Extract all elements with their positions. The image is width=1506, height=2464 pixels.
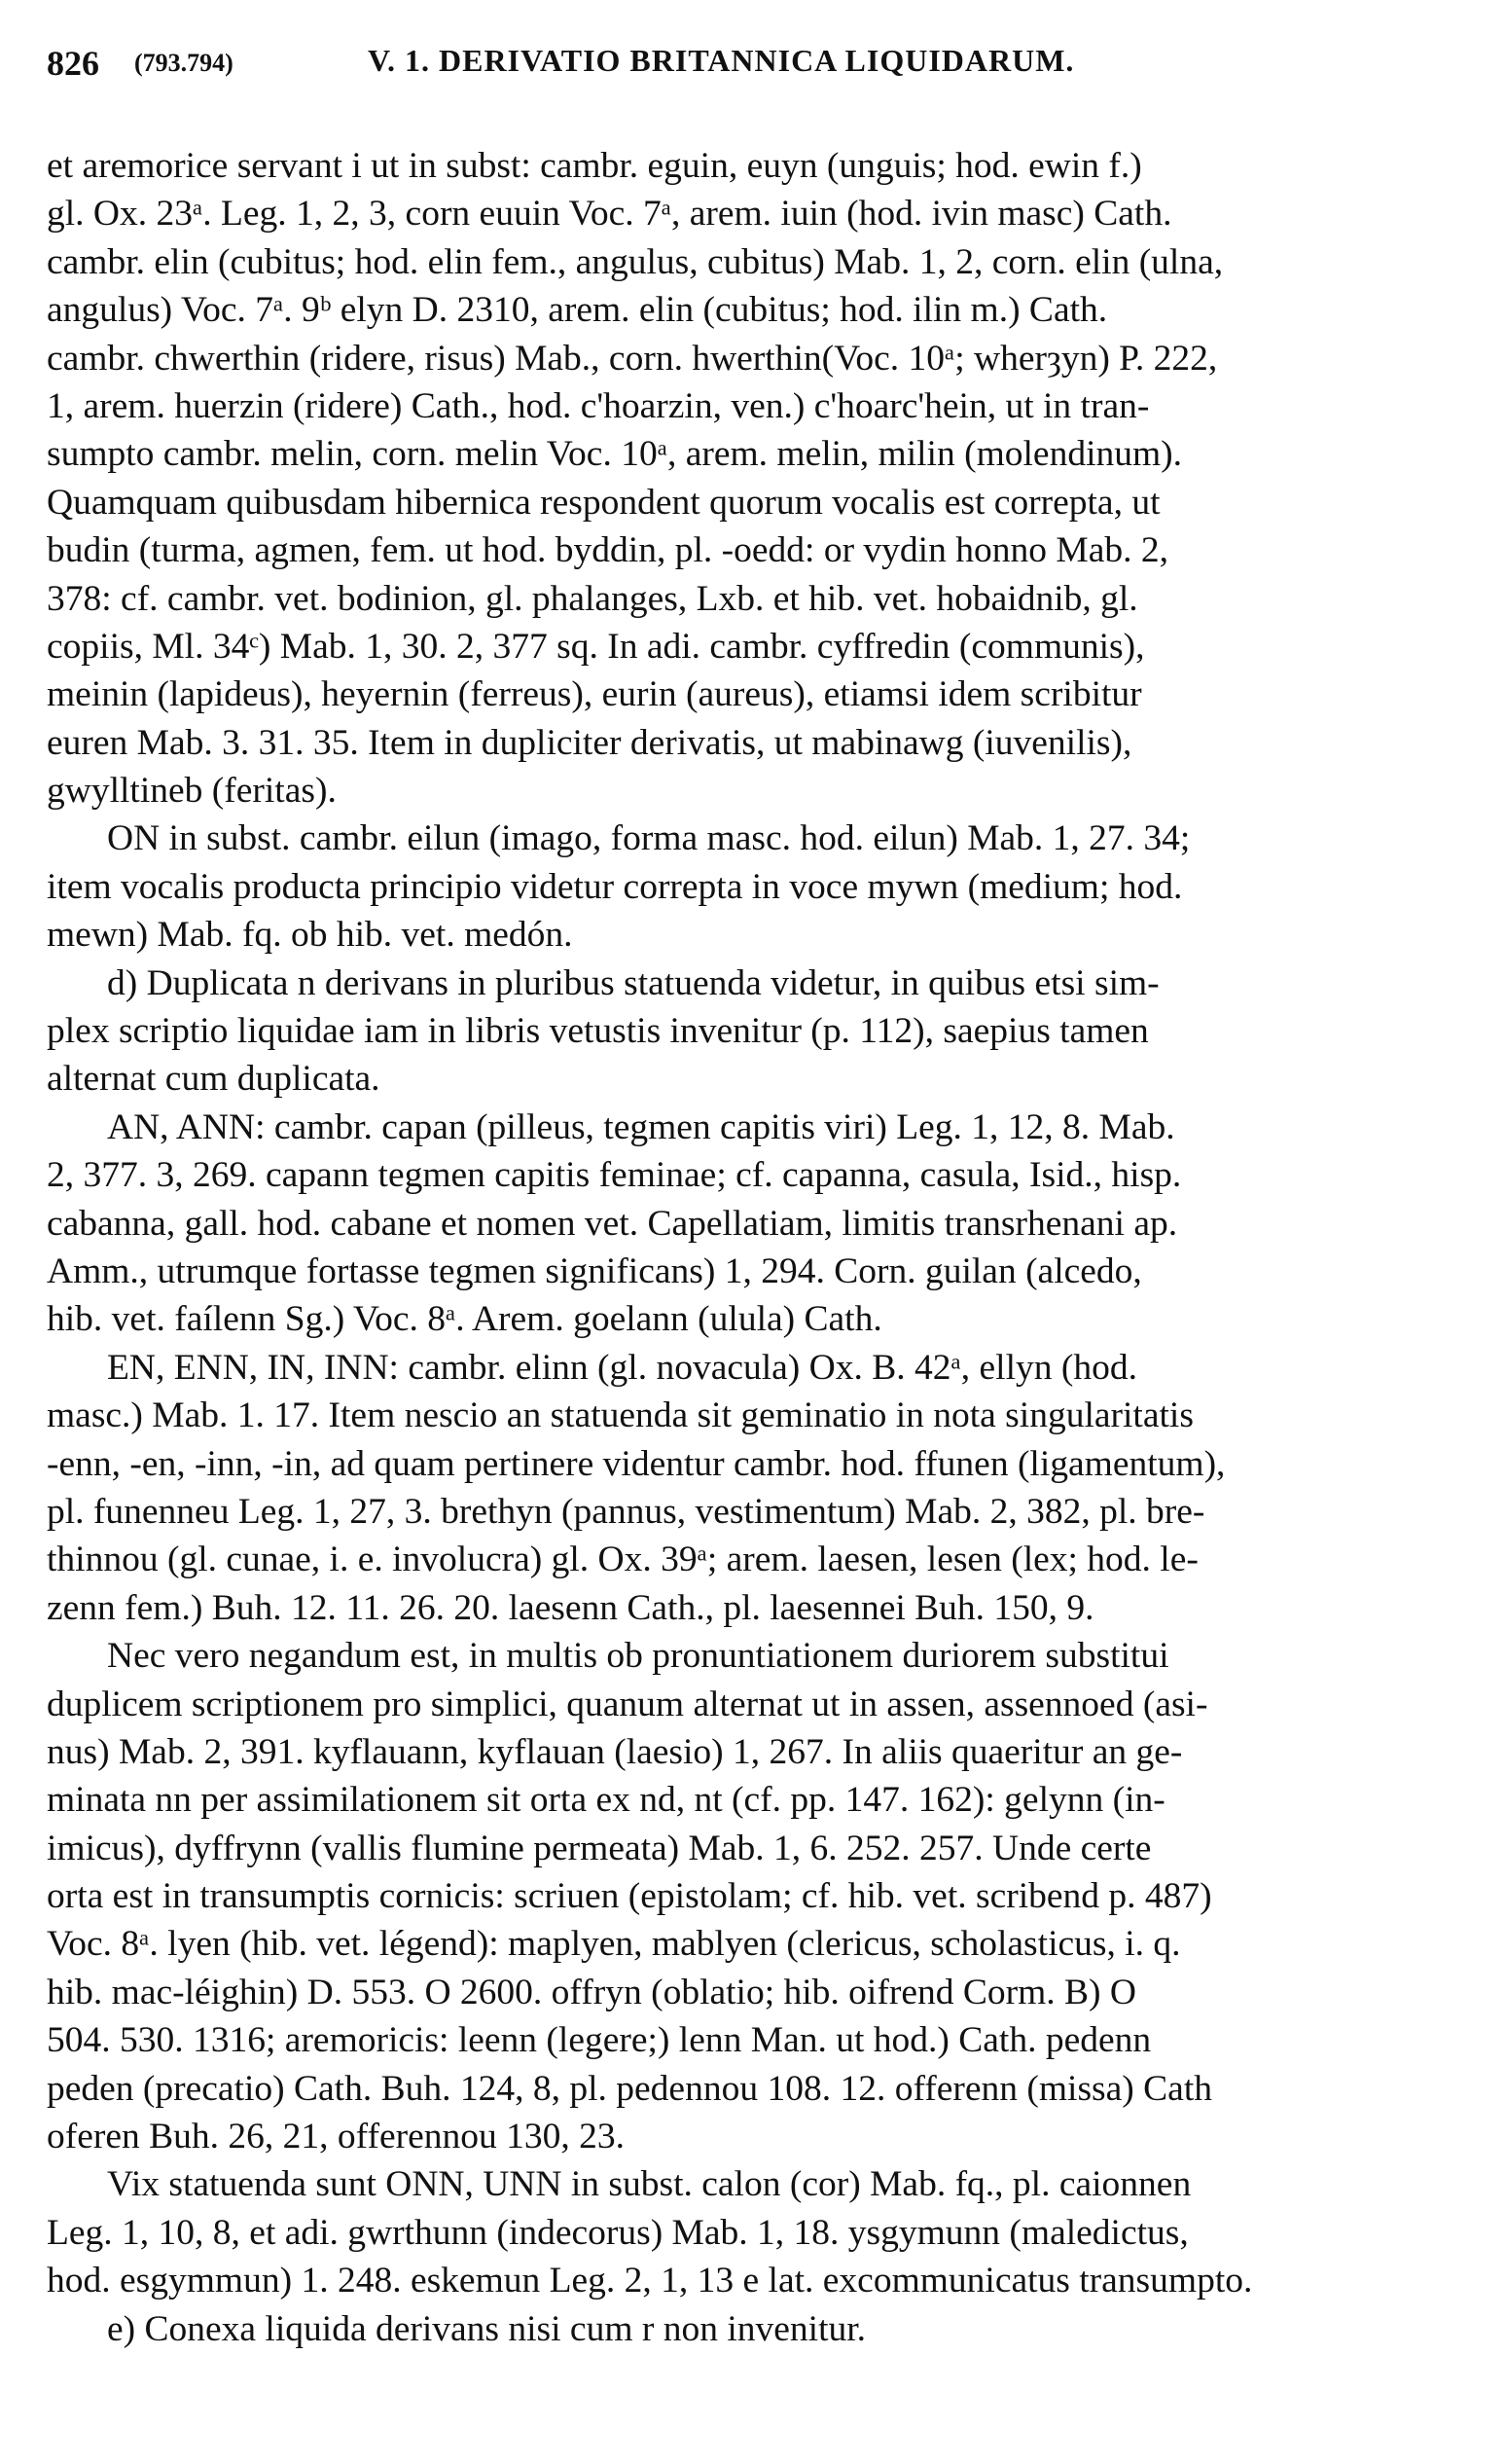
text-line: duplicem scriptionem pro simplici, quanum alternat ut in assen, assennoed (asi- [47,1684,1208,1724]
text-line: d) Duplicata n derivans in pluribus statuenda videtur, in quibus etsi sim- [107,962,1160,1003]
text-line: orta est in transumptis cornicis: scriuen (epistolam; cf. hib. vet. scribend p. 487) [47,1876,1212,1917]
text-line: e) Conexa liquida derivans nisi cum r non invenitur. [107,2308,867,2349]
running-title: V. 1. DERIVATIO BRITANNICA LIQUIDARUM. [368,43,1075,78]
text-line: 1, arem. huerzin (ridere) Cath., hod. c'hoarzin, ven.) c'hoarc'hein, ut in tran- [47,385,1150,426]
text-line: budin (turma, agmen, fem. ut hod. byddin, pl. -oedd: or vydin honno Mab. 2, [47,530,1168,571]
text-line: Amm., utrumque fortasse tegmen significans) 1, 294. Corn. guilan (alcedo, [47,1250,1142,1291]
text-line: meinin (lapideus), heyernin (ferreus), eurin (aureus), etiamsi idem scribitur [47,674,1142,715]
text-line: nus) Mab. 2, 391. kyflauann, kyflauan (laesio) 1, 267. In aliis quaeritur an ge- [47,1731,1183,1772]
text-line: plex scriptio liquidae iam in libris vetustis invenitur (p. 112), saepius tamen [47,1011,1149,1052]
text-line: alternat cum duplicata. [47,1059,380,1100]
text-line: hib. vet. faílenn Sg.) Voc. 8ᵃ. Arem. goelann (ulula) Cath. [47,1299,882,1340]
text-line: EN, ENN, IN, INN: cambr. elinn (gl. novacula) Ox. B. 42ᵃ, ellyn (hod. [107,1347,1137,1388]
text-line: 2, 377. 3, 269. capann tegmen capitis feminae; cf. capanna, casula, Isid., hisp. [47,1155,1182,1196]
text-line: cambr. chwerthin (ridere, risus) Mab., corn. hwerthin(Voc. 10ᵃ; wherȝyn) P. 222, [47,338,1218,379]
text-line: minata nn per assimilationem sit orta ex nd, nt (cf. pp. 147. 162): gelynn (in- [47,1780,1165,1821]
text-line: Voc. 8ᵃ. lyen (hib. vet. légend): maplyen, mablyen (clericus, scholasticus, i. q. [47,1924,1181,1965]
running-header [47,43,1477,91]
text-line: mewn) Mab. fq. ob hib. vet. medón. [47,915,573,956]
text-line: copiis, Ml. 34ᶜ) Mab. 1, 30. 2, 377 sq. In adi. cambr. cyffredin (communis), [47,626,1145,667]
text-line: item vocalis producta principio videtur correpta in voce mywn (medium; hod. [47,866,1183,907]
text-line: imicus), dyffrynn (vallis flumine permeata) Mab. 1, 6. 252. 257. Unde certe [47,1828,1152,1868]
body-text [47,142,1469,2353]
page-reference: (793.794) [134,49,233,77]
text-line: sumpto cambr. melin, corn. melin Voc. 10ᵃ, arem. melin, milin (molendinum). [47,434,1183,475]
text-line: 378: cf. cambr. vet. bodinion, gl. phalanges, Lxb. et hib. vet. hobaidnib, gl. [47,578,1138,619]
text-line: Quamquam quibusdam hibernica respondent quorum vocalis est correpta, ut [47,482,1161,523]
text-line: thinnou (gl. cunae, i. e. involucra) gl. Ox. 39ᵃ; arem. laesen, lesen (lex; hod. le- [47,1540,1199,1580]
text-line: euren Mab. 3. 31. 35. Item in dupliciter derivatis, ut mabinawg (iuvenilis), [47,722,1132,763]
text-line: hib. mac-léighin) D. 553. O 2600. offryn (oblatio; hib. oifrend Corm. B) O [47,1972,1136,2012]
text-line: pl. funenneu Leg. 1, 27, 3. brethyn (pannus, vestimentum) Mab. 2, 382, pl. bre- [47,1491,1205,1532]
text-line: oferen Buh. 26, 21, offerennou 130, 23. [47,2117,625,2157]
text-line: gwylltineb (feritas). [47,771,337,812]
text-line: -enn, -en, -inn, -in, ad quam pertinere videntur cambr. hod. ffunen (ligamentum), [47,1443,1226,1484]
text-line: angulus) Voc. 7ᵃ. 9ᵇ elyn D. 2310, arem. elin (cubitus; hod. ilin m.) Cath. [47,290,1108,331]
text-line: masc.) Mab. 1. 17. Item nescio an statuenda sit geminatio in nota singularitatis [47,1395,1194,1436]
text-line: Vix statuenda sunt ONN, UNN in subst. calon (cor) Mab. fq., pl. caionnen [107,2164,1192,2205]
text-line: cambr. elin (cubitus; hod. elin fem., angulus, cubitus) Mab. 1, 2, corn. elin (ulna, [47,241,1224,282]
text-line: AN, ANN: cambr. capan (pilleus, tegmen capitis viri) Leg. 1, 12, 8. Mab. [107,1106,1175,1147]
text-line: 504. 530. 1316; aremoricis: leenn (legere;) lenn Man. ut hod.) Cath. pedenn [47,2020,1152,2061]
text-line: gl. Ox. 23ᵃ. Leg. 1, 2, 3, corn euuin Voc. 7ᵃ, arem. iuin (hod. ivin masc) Cath. [47,194,1172,235]
text-line: Nec vero negandum est, in multis ob pronuntiationem duriorem substitui [107,1636,1169,1677]
text-line: ON in subst. cambr. eilun (imago, forma masc. hod. eilun) Mab. 1, 27. 34; [107,818,1191,859]
text-line: zenn fem.) Buh. 12. 11. 26. 20. laesenn Cath., pl. laesennei Buh. 150, 9. [47,1587,1094,1628]
text-line: hod. esgymmun) 1. 248. eskemun Leg. 2, 1, 13 e lat. excommunicatus transumpto. [47,2261,1253,2301]
text-line: et aremorice servant i ut in subst: cambr. eguin, euyn (unguis; hod. ewin f.) [47,146,1142,186]
text-line: peden (precatio) Cath. Buh. 124, 8, pl. pedennou 108. 12. offerenn (missa) Cath [47,2068,1212,2109]
text-line: cabanna, gall. hod. cabane et nomen vet. Capellatiam, limitis transrhenani ap. [47,1203,1178,1244]
text-line: Leg. 1, 10, 8, et adi. gwrthunn (indecorus) Mab. 1, 18. ysgymunn (maledictus, [47,2212,1189,2253]
page-number: 826 [47,44,99,83]
